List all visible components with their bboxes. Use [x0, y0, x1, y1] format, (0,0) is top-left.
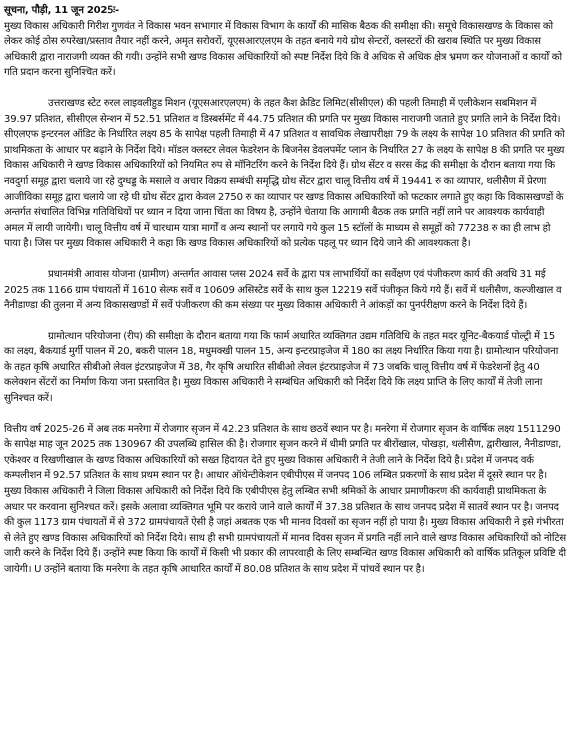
paragraph-usrlm: उत्तराखण्ड स्टेट रुरल लाइवलीहुड मिशन (यूएसआरएलएम) के तहत कैश क्रेडिट लिमिट(सीसीएल) की पहली तिमाही में एलीकेशन सबमिशन में 39.97 प्रतिशत, सीसीएल सेन्शन में 52.51 प्रतिशत व डिस्बर्समेंट में 44.75 प्रतिशत की प्रगति पर मुख्य विकास नाराजगी जताते हुए प्रगति लाने के निर्देश दिये। सीएलएफ इन्टरनल ऑडिट के निर्धारित लक्ष्य 85 के सापेक्ष पहली तिमाही में 47 प्रतिशत व सावधिक लेखापरीक्षा 79 के लक्ष्य के सापेक्ष 10 प्रतिशत की प्रगति को प्राथमिकता के आधार पर बढ़ाने के निर्देश दिये। मॉडल क्लस्टर लेवल फेडरेशन के बिजनेस डेवलपमेंट प्लान के निर्धारित 27 के लक्ष्य के सापेक्ष 8 की प्रगति पर मुख्य विकास अधिकारी ने खण्ड विकास अधिकारियों को नियमित रुप से मॉनिटरिंग करने के निर्देश दिये हैं। ग्रोथ सेंटर व सरस केंद्र की समीक्षा के दौरान बताया गया कि नवदुर्गा समूह द्वारा चलाये जा रहे दुग्धड्ड के मसाले व अचार विक्रय सम्बंधी समृद्धि ग्रोथ सेंटर द्वारा चालू वित्तीय वर्ष में 19441 रु का व्यापार, थलीसैण में प्रेरणा आजीविका समूह द्वारा चलाये जा रहे घी ग्रोथ सेंटर द्वारा केवल 2750 रु का व्यापार पर खण्ड विकास अधिकारियों को फटकार लगाते हुए कहा कि विकासखण्डों के अन्तर्गत संचालित विभिन्न गतिविधियों पर ध्यान न दिया जाना चिंता का विषय है, उन्होंने चेताया कि आगामी बैठक तक प्रगति नहीं लाने पर आवश्यक कार्यवाही अमल में लायी जायेगी। चालू वित्तीय वर्ष में चारधाम यात्रा मार्गों व अन्य स्थानों पर लगाये गये कुल 15 स्टॉलों के माध्यम से समूहों को 77238 रु का ही लाभ हो पाया है। जिस पर मुख्य विकास अधिकारी ने कहा कि खण्ड विकास अधिकारियों को प्रत्येक पहलू पर ध्यान दिये जाने की आवश्यकता है।	[4, 97, 565, 250]
dateline: सूचना, पौड़ी, 11 जून 2025ः-	[4, 5, 119, 16]
paragraph-pmay-g: प्रधानमंत्री आवास योजना (ग्रामीण) अन्तर्गत आवास प्लस 2024 सर्वे के द्वारा पत्र लाभार्थियों का सर्वेक्षण एवं पंजीकरण कार्य की अवधि 31 मई 2025 तक 1166 ग्राम पंचायतों में 1610 सेल्फ सर्वे व 10609 असिस्टेड सर्वे के साथ कुल 12219 सर्वे पंजीकृत किये गये हैं। सर्वे में थलीसैण, कल्जीखाल व नैनीडाण्डा की तुलना में अन्य विकासखण्डों में सर्वे पंजीकरण की कम संख्या पर मुख्य विकास अधिकारी ने आंकड़ों का पुनर्परीक्षण करने के निर्देश दिये हैं।	[4, 268, 562, 312]
paragraph-intro-text: मुख्य विकास अधिकारी गिरीश गुणवंत ने विकास भवन सभागार में विकास विभाग के कार्यों की मासिक बैठक की समीक्षा की। समूचे विकासखण्ड के विकास को लेकर कोई ठोस रुपरेखा/प्रस्ताव तैयार नहीं करने, अमृत सरोवरों, यूएसआरएलएम के तहत बनाये गये ग्रोथ सेन्टरों, क्लस्टरों की खराब स्थिति पर मुख्य विकास अधिकारी द्वारा नाराजगी व्यक्त की गयी। उन्होंने सभी खण्ड विकास अधिकारियों को स्पष्ट निर्देश दिये कि वे अधिक से अधिक क्षेत्र भ्रमण कर योजनाओं व कार्यों को गति प्रदान करना सुनिश्चित करें।	[4, 20, 562, 79]
paragraph-mgnrega: वित्तीय वर्ष 2025-26 में अब तक मनरेगा में रोजगार सृजन में 42.23 प्रतिशत के साथ छठवें स्थान पर है। मनरेगा में रोजगार सृजन के वार्षिक लक्ष्य 1511290 के सापेक्ष माह जून 2025 तक 130967 की उपलब्धि हासिल की है। रोजगार सृजन करने में धीमी प्रगति पर बीरोंखाल, पोखड़ा, थलीसैण, द्वारीखाल, नैनीडाण्डा, एकेश्वर व रिखणीखाल के खण्ड विकास अधिकारियों को सख्त हिदायत देते हुए मुख्य विकास अधिकारी ने तेजी लाने के निर्देश दिये है। प्रदेश में जनपद वर्क कम्पलीशन में 92.57 प्रतिशत के साथ प्रथम स्थान पर है। आधार ऑथेन्टीकेशन एबीपीएस में जनपद 106 लम्बित प्रकरणों के साथ प्रदेश में दूसरे स्थान पर है। मुख्य विकास अधिकारी ने जिला विकास अधिकारी को निर्देश दिये कि एबीपीएस हेतु लम्बित सभी श्रमिकों के आधार प्रमाणीकरण की कार्यवाही प्राथमिकता के अधार पर करवाना सुनिश्चत करें। इसके अलावा व्यक्तिगत भूमि पर कराये जाने वाले कार्यों में 37.38 प्रतिशत के साथ जनपद प्रदेश में सातवें स्थान पर है। जनपद की कुल 1173 ग्राम पंचायतों में से 372 ग्रामपंचायतें ऐसी है जहां अबतक एक भी मानव दिवसों का सृजन नहीं हो पाया है। मुख्य विकास अधिकारी ने इसे गंभीरता से लेते हुए खण्ड विकास अधिकारियों को निर्देश दिये। साथ ही सभी ग्रामपंचायतों में मानव दिवस सृजन में प्रगति नहीं लाने वाले खण्ड विकास अधिकारियों को नोटिस जारी करने के निर्देश दिये हैं। उन्होंने स्पष्ट किया कि कार्यों में किसी भी प्रकार की लापरवाही के लिए सम्बन्धित खण्ड विकास अधिकारी को वार्षिक प्रतिकूल प्रविष्टि दी जायेगी। U उन्होंने बताया कि मनरेगा के तहत कृषि आधारित कार्यों में 80.08 प्रतिशत के साथ प्रदेश में पांचवें स्थान पर है।	[4, 423, 567, 575]
paragraph-intro	[4, 3, 567, 81]
paragraph-reap: ग्रामोत्थान परियोजना (रीप) की समीक्षा के दौरान बताया गया कि फार्म अधारित व्यक्तिगत उद्यम गतिविधि के तहत मदर यूनिट-बैकयार्ड पोल्ट्री में 15 का लक्ष्य, बैकयार्ड मुर्गी पालन में 20, बकरी पालन 18, मधुमक्खी पालन 15, अन्य इन्टरप्राइजेज में 180 का लक्ष्य निर्धारित किया गया है। ग्रामोत्थान परियोजना के तहत कृषि अधारित सीबीओ लेवल इंटरप्राइजेज में 38, गैर कृषि अधारित सीबीओ लेवल इंटरप्राइजेज में 73 जबकि चालू वित्तीय वर्ष में फेडरेशनों हेतु 40 कलेक्शन सेंटरों का निर्माण किया जना प्रस्तावित है। मुख्य विकास अधिकारी ने सम्बंधित अधिकारी को निर्देश दिये कि लक्ष्य प्राप्ति के लिए कार्यों में तेजी लाना सुनिश्चत करें।	[4, 330, 559, 405]
